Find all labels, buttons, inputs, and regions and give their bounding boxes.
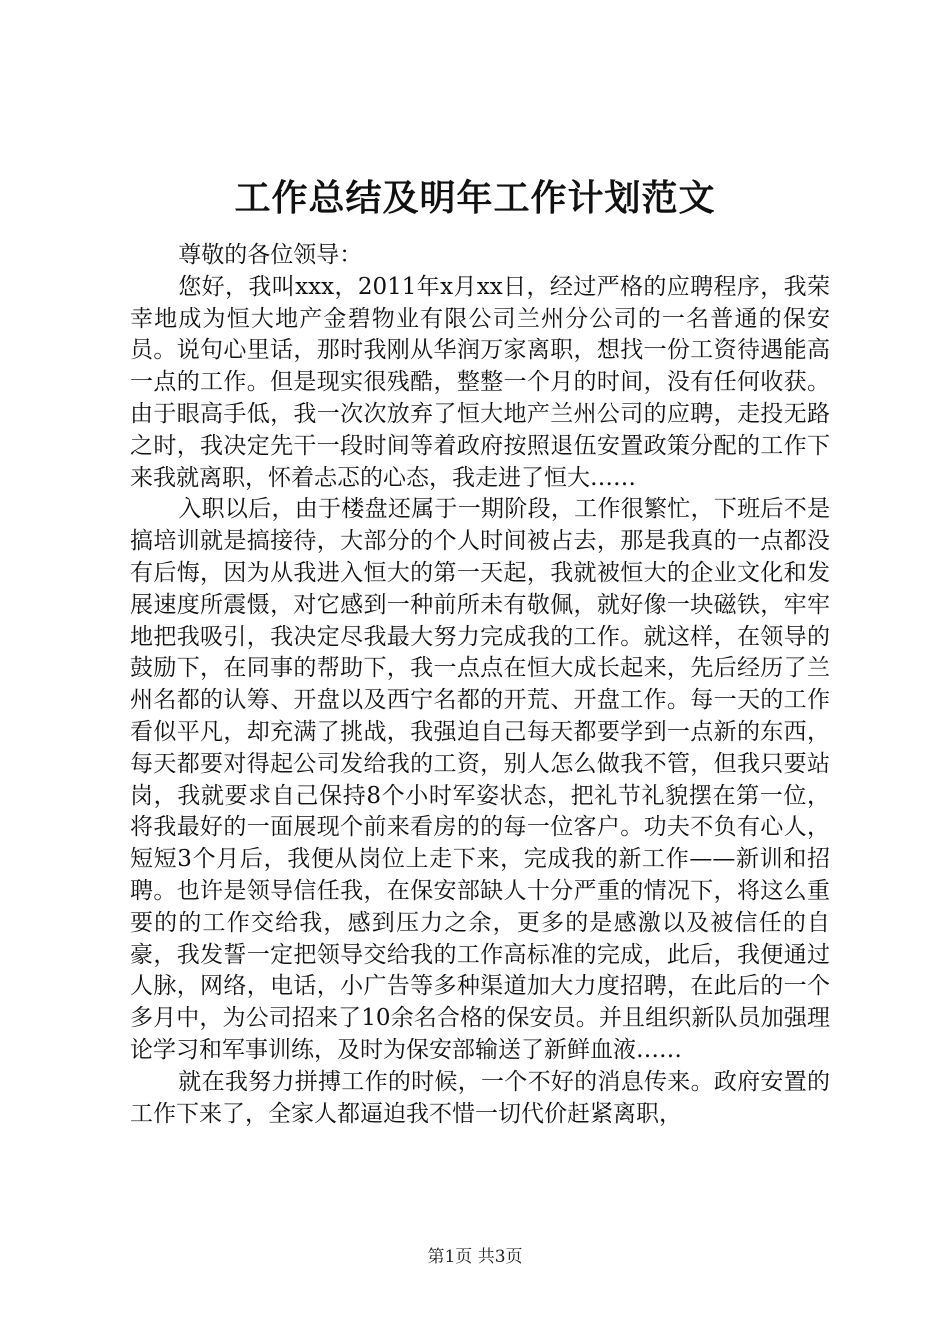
greeting-paragraph: 尊敬的各位领导： [178, 242, 363, 268]
page-footer: 第1页 共3页 [427, 1247, 523, 1267]
body-paragraph-1: 您好，我叫xxx，2011年x月xx日，经过严格的应聘程序，我荣幸地成为恒大地产金碧物业有限公司兰州分公司的一名普通的保安员。说句心里话，那时我刚从华润万家离职，想找一份工资待遇能高一点的工作。但是现实很残酷，整整一个月的时间，没有任何收获。由于眼高手低，我一次次放弃了恒大地产兰州公司的应聘，走投无路之时，我决定先干一段时间等着政府按照退伍安置政策分配的工作下来我就离职，怀着忐忑的心态，我走进了恒大…… [130, 273, 830, 491]
document-body [130, 240, 830, 1130]
body-paragraph-3: 就在我努力拼搏工作的时候，一个不好的消息传来。政府安置的工作下来了，全家人都逼迫我不惜一切代价赶紧离职， [130, 1068, 830, 1127]
body-paragraph-2: 入职以后，由于楼盘还属于一期阶段，工作很繁忙，下班后不是搞培训就是搞接待，大部分的个人时间被占去，那是我真的一点都没有后悔，因为从我进入恒大的第一天起，我就被恒大的企业文化和发展速度所震慑，对它感到一种前所未有敬佩，就好像一块磁铁，牢牢地把我吸引，我决定尽我最大努力完成我的工作。就这样，在领导的鼓励下，在同事的帮助下，我一点点在恒大成长起来，先后经历了兰州名都的认筹、开盘以及西宁名都的开荒、开盘工作。每一天的工作看似平凡，却充满了挑战，我强迫自己每天都要学到一点新的东西，每天都要对得起公司发给我的工资，别人怎么做我不管，但我只要站岗，我就要求自己保持8个小时军姿状态，把礼节礼貌摆在第一位，将我最好的一面展现个前来看房的的每一位客户。功夫不负有心人，短短3个月后，我便从岗位上走下来，完成我的新工作——新训和招聘。也许是领导信任我，在保安部缺人十分严重的情况下，将这么重要的的工作交给我，感到压力之余，更多的是感激以及被信任的自豪，我发誓一定把领导交给我的工作高标准的完成，此后，我便通过人脉，网络，电话，小广告等多种渠道加大力度招聘，在此后的一个多月中，为公司招来了10余名合格的保安员。并且组织新队员加强理论学习和军事训练，及时为保安部输送了新鲜血液…… [130, 496, 830, 1063]
document-title: 工作总结及明年工作计划范文 [234, 177, 716, 219]
